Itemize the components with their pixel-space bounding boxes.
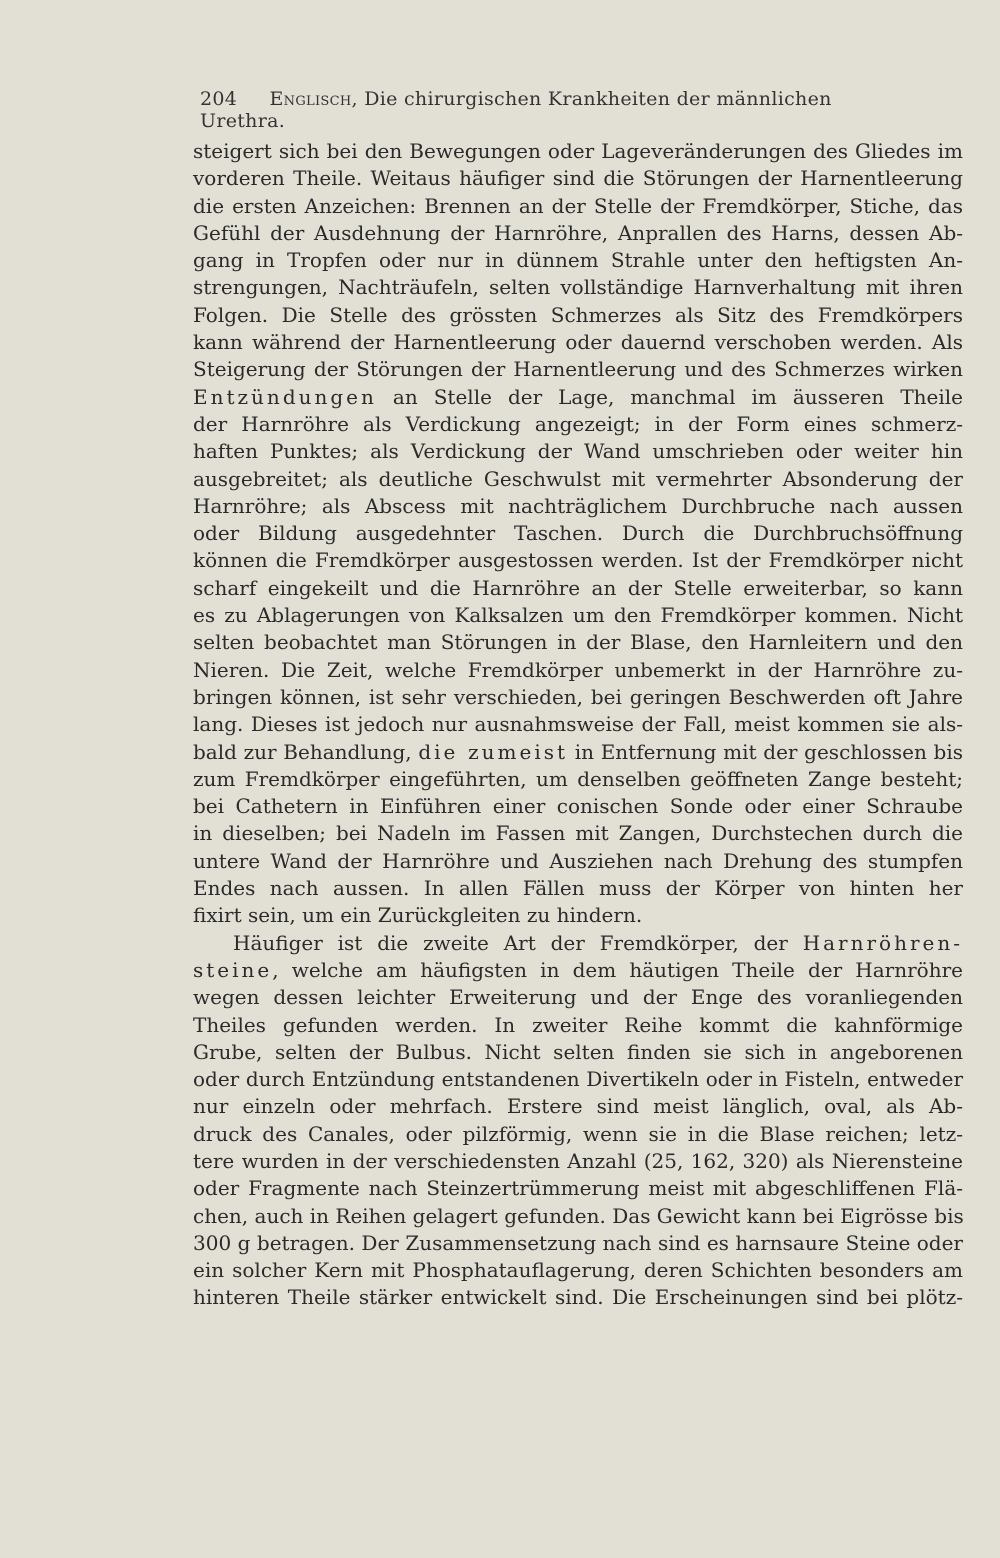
running-header: [200, 88, 900, 132]
line-text: in dieselben; bei Nadeln im Fassen mit Zangen, Durchstechen durch die: [193, 821, 963, 846]
line-text: bald zur Behandlung,: [193, 739, 412, 764]
text-line: [193, 1066, 963, 1093]
spaced-term: Harnröhren-: [802, 930, 964, 955]
line-text: Nieren. Die Zeit, welche Fremdkörper unbemerkt in der Harnröhre zu-: [193, 657, 963, 682]
line-text: oder Fragmente nach Steinzertrümmerung meist mit abgeschliffenen Flä-: [193, 1176, 963, 1201]
text-line: [193, 1039, 963, 1066]
body-text: [193, 138, 963, 1312]
text-line: [193, 438, 963, 465]
text-line: [193, 165, 963, 192]
text-line: [193, 684, 963, 711]
line-text: 300 g betragen. Der Zusammensetzung nach sind es harnsaure Steine oder: [193, 1230, 963, 1255]
page-number: 204: [200, 88, 238, 110]
line-text: oder Bildung ausgedehnter Taschen. Durch die Durchbruchsöffnung: [193, 521, 963, 546]
spaced-term: steine: [193, 957, 273, 982]
text-line: [193, 1175, 963, 1202]
line-text: chen, auch in Reihen gelagert gefunden. Das Gewicht kann bei Eigrösse bis: [193, 1203, 964, 1228]
line-text: nur einzeln oder mehrfach. Erstere sind meist länglich, oval, als Ab-: [193, 1094, 963, 1119]
line-text: vorderen Theile. Weitaus häufiger sind die Störungen der Harnentleerung: [193, 166, 963, 191]
line-text: Endes nach aussen. In allen Fällen muss der Körper von hinten her: [193, 876, 963, 901]
text-line: [193, 629, 963, 656]
text-line: [193, 820, 963, 847]
text-line: [193, 1257, 963, 1284]
line-text: , welche am häufigsten in dem häutigen Theile der Harnröhre: [272, 957, 963, 982]
text-line: [193, 1012, 963, 1039]
text-line: [193, 274, 963, 301]
text-line: [193, 466, 963, 493]
line-text: gang in Tropfen oder nur in dünnem Strahle unter den heftigsten An-: [193, 248, 963, 273]
text-line: [193, 329, 963, 356]
text-line: [193, 220, 963, 247]
text-line: [193, 138, 963, 165]
line-text: Folgen. Die Stelle des grössten Schmerzes als Sitz des Fremdkörpers: [193, 302, 963, 327]
running-header-title: Die chirurgischen Krankheiten der männlichen Urethra.: [200, 88, 832, 132]
text-line: [193, 247, 963, 274]
line-text: Häufiger ist die zweite Art der Fremdkörper, der: [233, 930, 788, 955]
line-text: zum Fremdkörper eingeführten, um denselben geöffneten Zange besteht;: [193, 766, 963, 791]
line-text: können die Fremdkörper ausgestossen werden. Ist der Fremdkörper nicht: [193, 548, 963, 573]
line-text: ausgebreitet; als deutliche Geschwulst mit vermehrter Absonderung der: [193, 466, 963, 491]
line-text: druck des Canales, oder pilzförmig, wenn sie in die Blase reichen; letz-: [193, 1121, 963, 1146]
text-line: [193, 848, 963, 875]
text-line: [193, 493, 963, 520]
text-line: [193, 520, 963, 547]
line-text: untere Wand der Harnröhre und Ausziehen nach Drehung des stumpfen: [193, 848, 963, 873]
text-line: [193, 902, 963, 929]
line-text: Grube, selten der Bulbus. Nicht selten finden sie sich in angeborenen: [193, 1039, 963, 1064]
line-text: oder durch Entzündung entstandenen Divertikeln oder in Fisteln, entweder: [193, 1067, 963, 1092]
line-text: selten beobachtet man Störungen in der Blase, den Harnleitern und den: [193, 630, 963, 655]
text-line: [193, 739, 963, 766]
line-text: scharf eingekeilt und die Harnröhre an der Stelle erweiterbar, so kann: [193, 575, 963, 600]
line-text: an Stelle der Lage, manchmal im äusseren Theile: [392, 384, 963, 409]
line-text: Harnröhre; als Abscess mit nachträglichem Durchbruche nach aussen: [193, 493, 963, 518]
running-header-author: Englisch,: [269, 88, 358, 110]
line-text: kann während der Harnentleerung oder dauernd verschoben werden. Als: [193, 330, 963, 355]
line-text: tere wurden in der verschiedensten Anzahl (25, 162, 320) als Nierensteine: [193, 1148, 963, 1173]
text-line: [193, 1203, 963, 1230]
line-text: Gefühl der Ausdehnung der Harnröhre, Anprallen des Harns, dessen Ab-: [193, 220, 963, 245]
line-text: strengungen, Nachträufeln, selten vollständige Harnverhaltung mit ihren: [193, 275, 963, 300]
text-line: [193, 1121, 963, 1148]
spaced-term: die zumeist: [418, 739, 569, 764]
text-line: [193, 711, 963, 738]
text-line: [193, 875, 963, 902]
text-line: [193, 1284, 963, 1311]
text-line: [193, 356, 963, 383]
line-text: fixirt sein, um ein Zurückgleiten zu hindern.: [193, 903, 643, 928]
line-text: wegen dessen leichter Erweiterung und der Enge des voranliegenden: [193, 985, 963, 1010]
line-text: Theiles gefunden werden. In zweiter Reihe kommt die kahnförmige: [193, 1012, 963, 1037]
text-line: [193, 957, 963, 984]
text-line: [193, 575, 963, 602]
text-line: [193, 1148, 963, 1175]
text-line: [193, 602, 963, 629]
text-line: [193, 657, 963, 684]
line-text: die ersten Anzeichen: Brennen an der Stelle der Fremdkörper, Stiche, das: [193, 193, 963, 218]
text-line: [193, 1093, 963, 1120]
line-text: es zu Ablagerungen von Kalksalzen um den Fremdkörper kommen. Nicht: [193, 603, 963, 628]
line-text: bei Cathetern in Einführen einer conischen Sonde oder einer Schraube: [193, 794, 963, 819]
text-line: [193, 384, 963, 411]
text-line: [193, 793, 963, 820]
text-line: [193, 766, 963, 793]
text-line: [193, 302, 963, 329]
text-line: [193, 1230, 963, 1257]
text-line: [193, 930, 963, 957]
line-text: der Harnröhre als Verdickung angezeigt; in der Form eines schmerz-: [193, 411, 963, 436]
line-text: hinteren Theile stärker entwickelt sind. Die Erscheinungen sind bei plötz-: [193, 1285, 963, 1310]
text-line: [193, 547, 963, 574]
line-text: lang. Dieses ist jedoch nur ausnahmsweise der Fall, meist kommen sie als-: [193, 712, 963, 737]
line-text: steigert sich bei den Bewegungen oder Lageveränderungen des Gliedes im: [193, 139, 963, 163]
text-line: [193, 411, 963, 438]
line-text: in Entfernung mit der geschlossen bis: [574, 739, 963, 764]
line-text: ein solcher Kern mit Phosphatauflagerung, deren Schichten besonders am: [193, 1258, 963, 1283]
text-line: [193, 984, 963, 1011]
spaced-term: Entzündungen: [193, 384, 377, 409]
line-text: Steigerung der Störungen der Harnentleerung und des Schmerzes wirken: [193, 357, 963, 382]
line-text: haften Punktes; als Verdickung der Wand umschrieben oder weiter hin: [193, 439, 963, 464]
line-text: bringen können, ist sehr verschieden, bei geringen Beschwerden oft Jahre: [193, 684, 963, 709]
text-line: [193, 193, 963, 220]
